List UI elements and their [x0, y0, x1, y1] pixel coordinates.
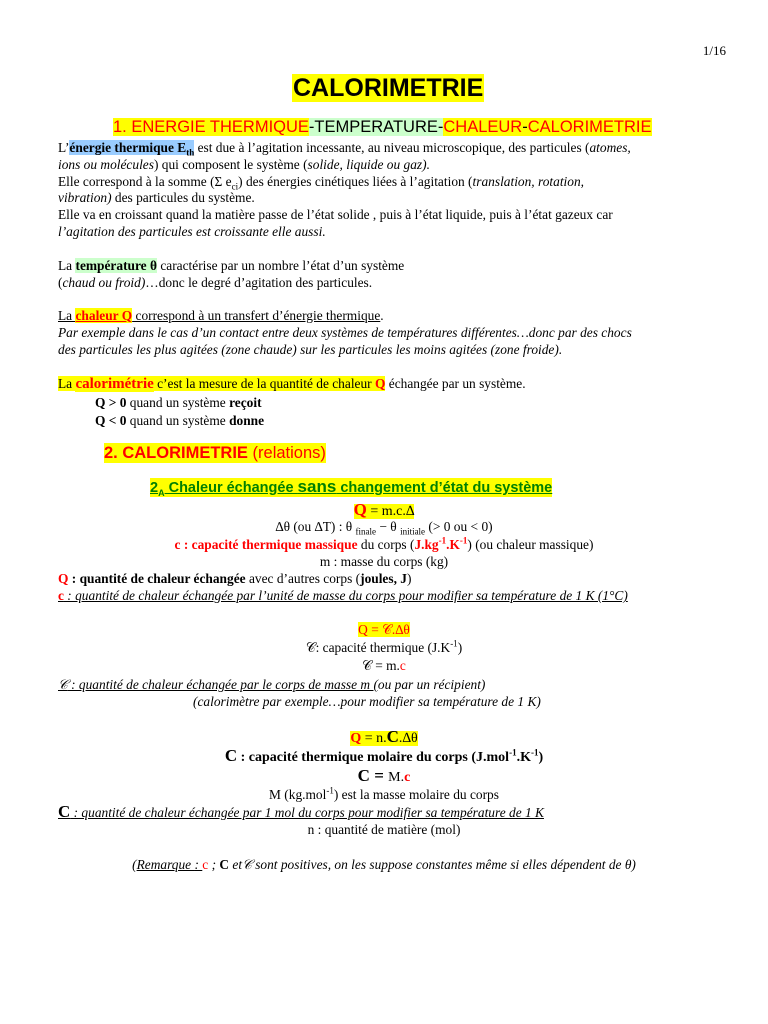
text: ) qui composent le système ( — [153, 157, 308, 172]
superscript: -1 — [509, 747, 517, 758]
text: = n. — [361, 731, 387, 746]
subscript: ci — [231, 181, 239, 192]
text: = m.c.∆ — [366, 504, 415, 519]
section-1-heading — [113, 117, 652, 137]
p2-line-2 — [58, 275, 372, 291]
text: c — [399, 658, 406, 673]
text: ; — [208, 857, 220, 872]
text: C — [386, 727, 399, 746]
heading-chaleur: CHALEUR — [443, 118, 523, 136]
text: 𝒞 — [58, 677, 68, 692]
text: ) est la masse molaire du corps — [333, 787, 499, 802]
text: J.mol — [476, 750, 510, 765]
text: M (kg.mol — [269, 787, 327, 802]
text: . — [380, 308, 384, 323]
superscript: -1 — [326, 785, 334, 796]
text: J.kg — [414, 537, 439, 552]
superscript: -1 — [459, 535, 468, 546]
text: est due à l’agitation incessante, au niveau microscopique, des particules ( — [194, 140, 590, 155]
superscript: -1 — [450, 638, 458, 649]
section-1-number: 1. — [113, 118, 127, 136]
superscript: -1 — [438, 535, 447, 546]
text: ou par un récipient) — [377, 677, 486, 692]
text: avec d’autres corps ( — [245, 571, 361, 586]
p4-line-2 — [95, 395, 262, 411]
p3-line-1 — [58, 308, 384, 324]
eq1-capacity-line — [0, 537, 768, 553]
text: c — [202, 857, 209, 872]
heading-calorimetrie: CALORIMETRIE — [527, 118, 652, 136]
text: Chaleur échangée — [164, 480, 298, 496]
eq2-definition — [58, 677, 485, 693]
p1-line-2 — [58, 157, 430, 173]
eq3-amount-line: n : quantité de matière (mol) — [307, 822, 461, 837]
eq3-molar-mass-line — [0, 787, 768, 803]
energie-thermique-term: énergie thermique E — [69, 140, 187, 155]
text: joules, J — [360, 571, 407, 586]
text: − θ — [376, 519, 401, 534]
text: (> 0 ou < 0) — [425, 519, 493, 534]
text: Remarque — [136, 857, 195, 872]
section-2-title: 2. CALORIMETRIE — [104, 444, 248, 462]
text: : quantité de chaleur échangée par l’unité de masse du corps pour modifier sa température de 1 K (1°C) — [63, 588, 628, 603]
text: échangée par un système. — [385, 376, 526, 391]
eq1-delta-line — [0, 519, 768, 535]
text: : capacité thermique molaire du corps ( — [237, 750, 477, 765]
text: 𝒞 = m. — [362, 658, 400, 673]
text: ) des énergies cinétiques liées à l’agitation ( — [238, 174, 473, 189]
heading-temperature: TEMPERATURE — [314, 118, 438, 136]
text: 2 — [150, 480, 159, 496]
p1-line-1 — [58, 140, 631, 156]
text: reçoit — [229, 395, 262, 410]
text: ions ou molécules — [58, 157, 154, 172]
text: M. — [388, 770, 405, 785]
eq3-capacity-line — [0, 747, 768, 767]
text: ) (ou chaleur massique) — [467, 537, 594, 552]
text: quand un système — [126, 395, 230, 410]
text: : quantité de chaleur échangée par 1 mol du corps pour modifier sa température de 1 K — [70, 805, 544, 820]
page-number: 1/16 — [702, 43, 726, 58]
p1-line-4 — [58, 190, 255, 206]
text: c — [58, 588, 64, 603]
text: sont positives, on les suppose constantes même si elles dépendent de θ) — [251, 857, 636, 872]
p4-line-3 — [95, 413, 264, 429]
text: Q = 𝒞.∆θ — [358, 622, 410, 637]
p3-line-2: Par exemple dans le cas d’un contact entre deux systèmes de températures différentes…donc par des chocs — [58, 325, 632, 340]
eq1-mass-line: m : masse du corps (kg) — [319, 554, 449, 569]
eq2-formula — [0, 622, 768, 638]
p2-line-1 — [58, 258, 404, 274]
eq2-relation-line — [0, 658, 768, 674]
text: atomes, — [589, 140, 631, 155]
temperature-term: température θ — [75, 258, 157, 273]
text: quand un système — [126, 413, 230, 428]
page-title: CALORIMETRIE — [293, 74, 484, 102]
text: ) — [406, 571, 412, 586]
text: ( — [132, 857, 137, 872]
text: Q < 0 — [95, 413, 127, 428]
section-2a-heading — [150, 478, 552, 497]
text: solide, liquide ou gaz). — [307, 157, 430, 172]
text: .K — [446, 537, 460, 552]
chaleur-term: chaleur Q — [75, 308, 133, 323]
text: c : capacité thermique massique — [174, 537, 358, 552]
text: donne — [229, 413, 265, 428]
text: La — [58, 376, 76, 391]
text: Q > 0 — [95, 395, 127, 410]
text: Elle correspond à la somme (Σ e — [58, 174, 232, 189]
text: …donc le degré d’agitation des particules. — [145, 275, 373, 290]
text: 𝒞 — [242, 857, 252, 872]
text: c’est la mesure de la quantité de chaleur — [153, 376, 375, 391]
heading-sep: - — [308, 118, 315, 136]
remark — [0, 857, 768, 873]
q-symbol: Q — [350, 731, 362, 746]
eq3-relation-line — [0, 766, 768, 788]
text: .K — [516, 750, 531, 765]
text: caractérise par un nombre l’état d’un système — [156, 258, 405, 273]
text: C — [58, 802, 71, 821]
text: translation, rotation, — [472, 174, 585, 189]
eq3-definition — [58, 804, 544, 821]
subscript: initiale — [400, 526, 426, 537]
p1-line-5: Elle va en croissant quand la matière passe de l’état solide , puis à l’état liquide, puis à l’état gazeux car — [58, 207, 613, 222]
section-2-heading — [104, 443, 326, 463]
subscript: A — [158, 487, 165, 498]
text: c — [404, 770, 411, 785]
subscript: finale — [355, 526, 377, 537]
heading-sep: - — [437, 118, 444, 136]
text: et — [229, 857, 243, 872]
p1-line-3 — [58, 174, 584, 190]
text: 𝒞: capacité thermique (J.K — [305, 640, 451, 655]
p3-line-3: des particules les plus agitées (zone chaude) sur les particules les moins agitées (zone froide). — [58, 342, 563, 357]
text: C = — [357, 766, 389, 785]
calorimetrie-term: calorimétrie — [75, 376, 154, 392]
superscript: -1 — [530, 747, 539, 758]
text: ) — [538, 750, 544, 765]
section-2-subtitle: (relations) — [247, 444, 326, 462]
text: ) — [457, 640, 463, 655]
p1-line-6: l’agitation des particules est croissante elle aussi. — [58, 224, 326, 239]
q-symbol: Q — [353, 500, 367, 519]
p4-line-1 — [58, 376, 526, 392]
text: ( — [58, 275, 63, 290]
text: du corps ( — [357, 537, 415, 552]
eq1-c-definition — [58, 588, 628, 604]
text: des particules du système. — [111, 190, 255, 205]
text: La — [58, 258, 76, 273]
q-symbol: Q — [374, 376, 386, 391]
eq2-definition-2: (calorimètre par exemple…pour modifier sa température de 1 K) — [193, 694, 541, 709]
text: C — [219, 857, 230, 872]
text: ∆θ (ou ∆T) : θ — [275, 519, 356, 534]
eq1-q-line — [58, 571, 411, 587]
subscript: th — [186, 147, 195, 158]
text: correspond à un transfert d’énergie thermique — [132, 308, 381, 323]
text: Q — [58, 571, 69, 586]
eq2-capacity-line — [0, 640, 768, 656]
text: chaud ou froid) — [62, 275, 146, 290]
text: : quantité de chaleur échangée par le corps de masse m ( — [67, 677, 378, 692]
heading-sep: - — [522, 118, 528, 136]
heading-energie-thermique: ENERGIE THERMIQUE — [131, 118, 309, 136]
text: La — [58, 308, 76, 323]
sans-emphasis: sans — [297, 477, 337, 496]
text: .∆θ — [398, 731, 418, 746]
text: vibration) — [58, 190, 112, 205]
text: changement d’état du système — [336, 480, 553, 496]
eq3-formula — [0, 727, 768, 749]
text: C — [224, 746, 238, 765]
text: : quantité de chaleur échangée — [68, 571, 246, 586]
text: : — [194, 857, 203, 872]
text: L’ — [58, 140, 70, 155]
